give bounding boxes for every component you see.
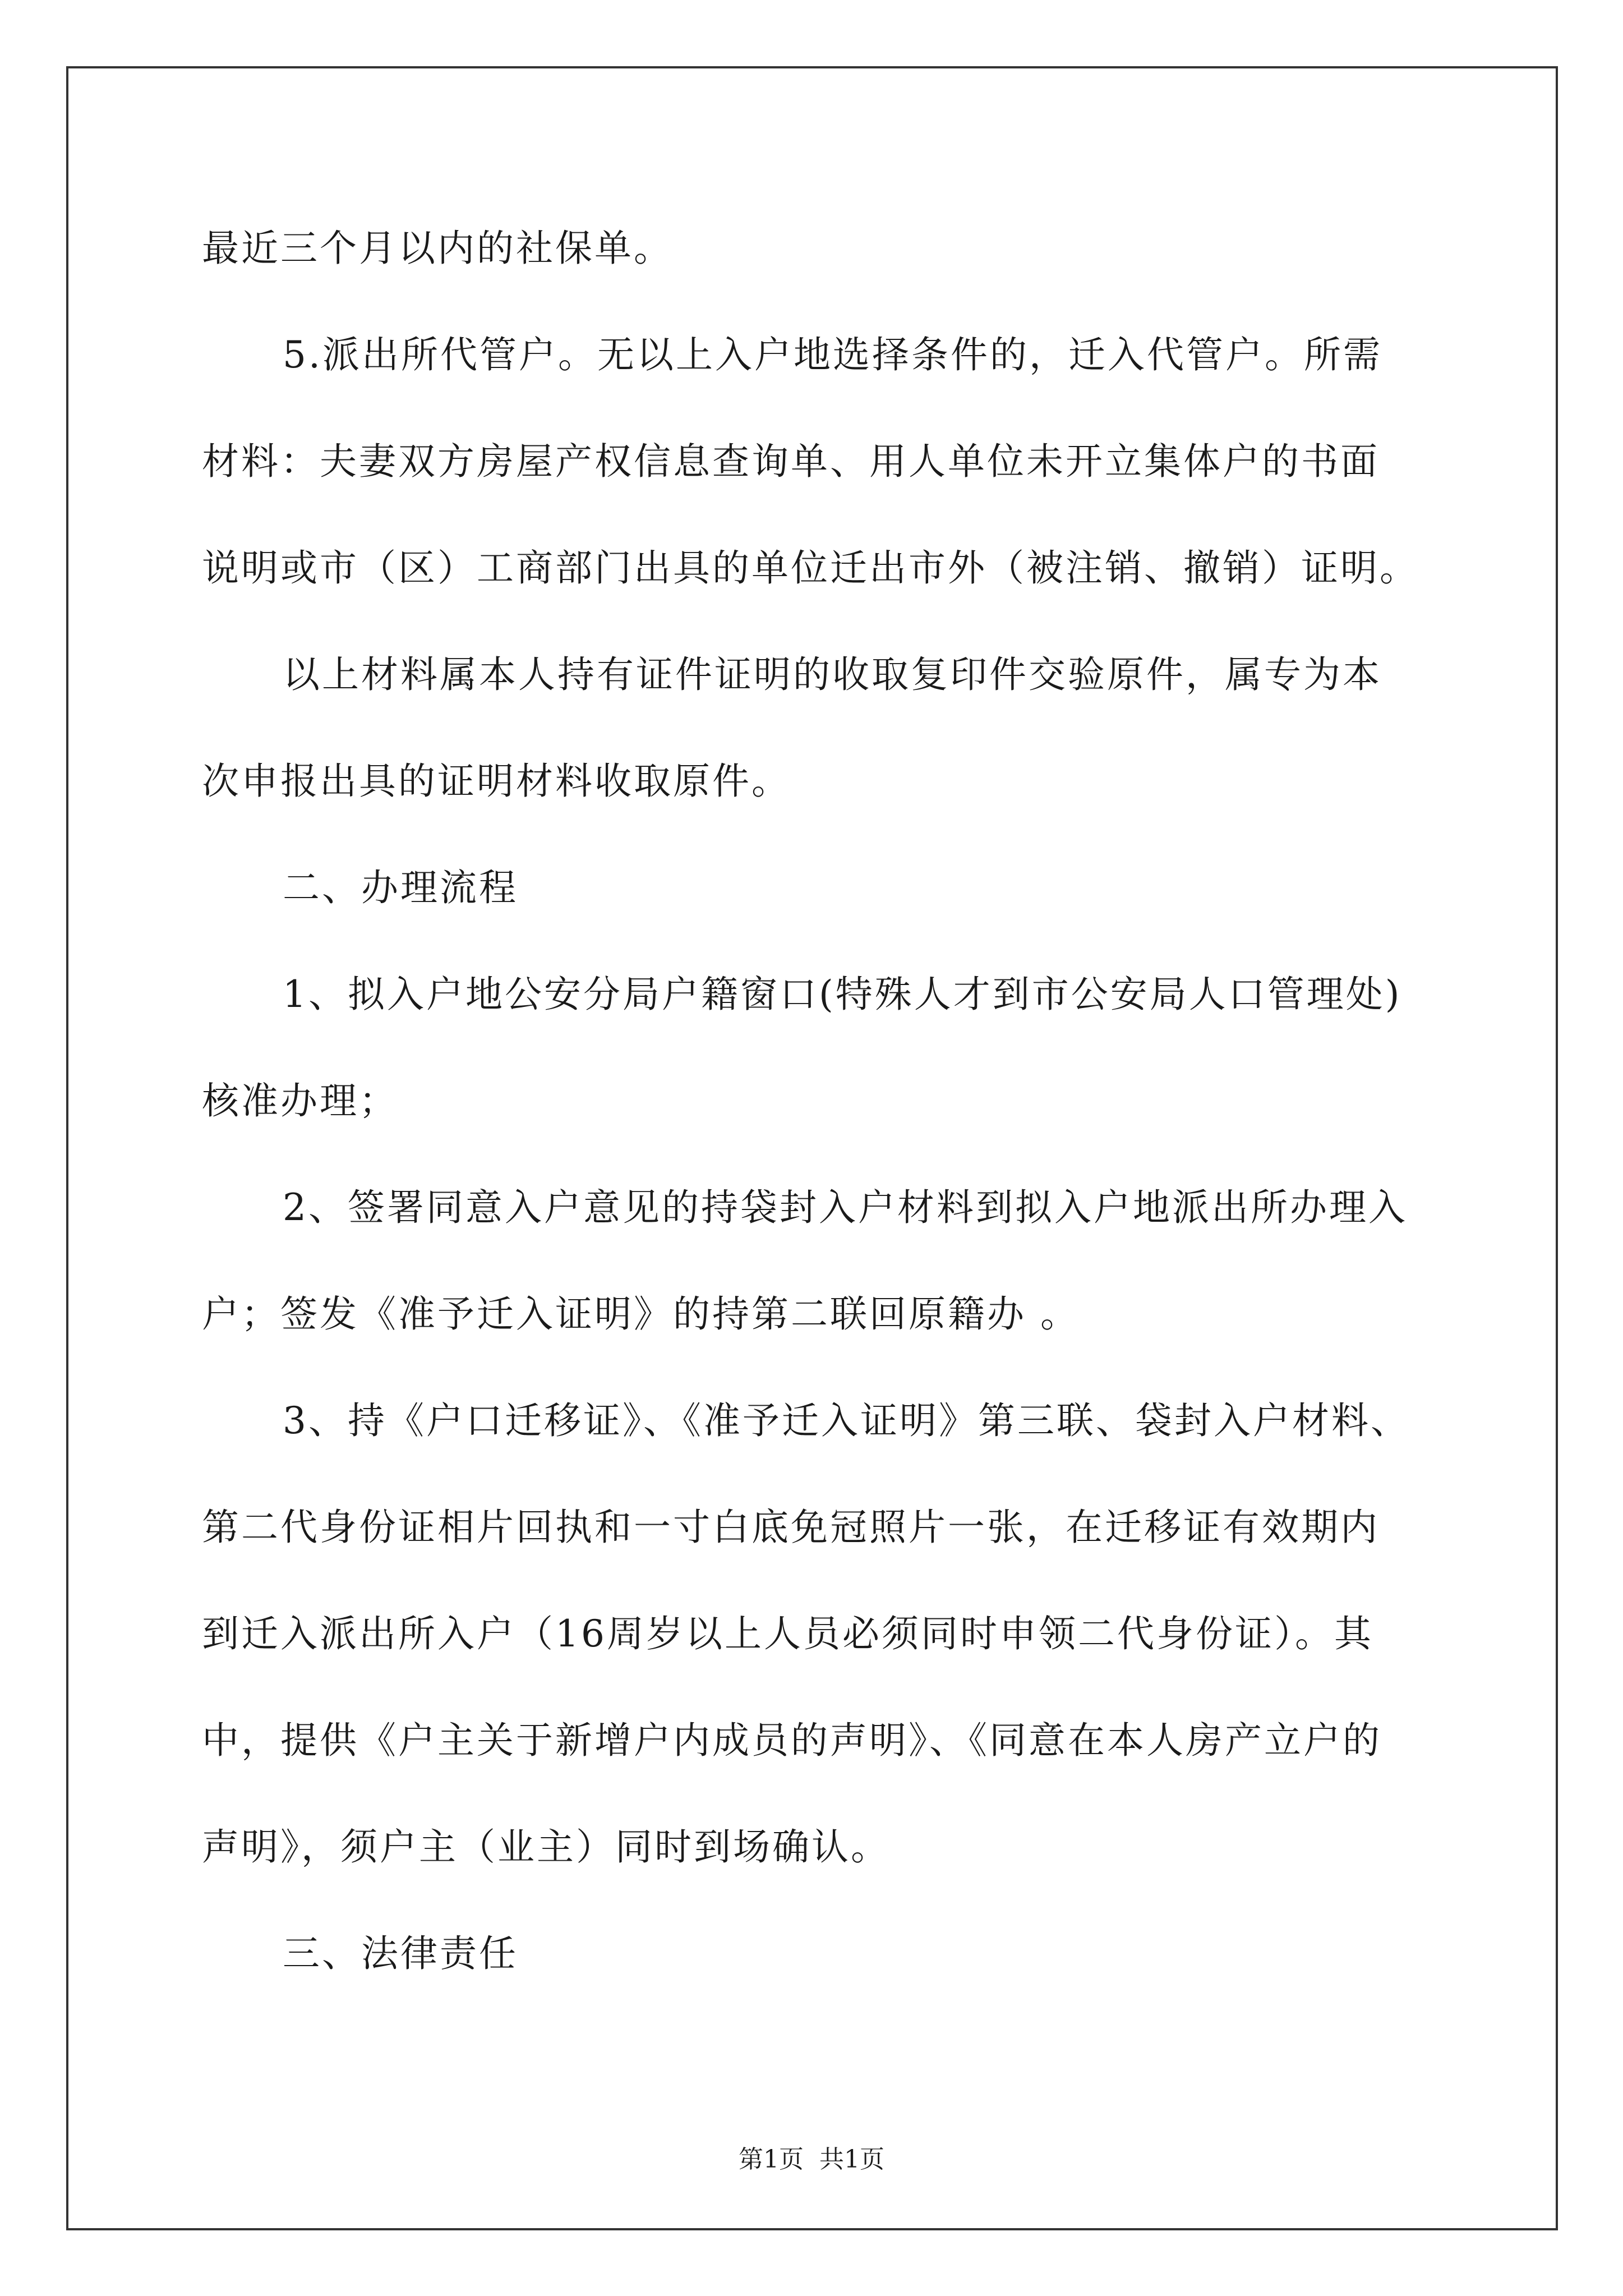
page-border <box>66 66 1558 2230</box>
body-line: 第二代身份证相片回执和一寸白底免冠照片一张，在迁移证有效期内 <box>202 1506 1380 1549</box>
body-line: 2、签署同意入户意见的持袋封入户材料到拟入户地派出所办理入 <box>283 1186 1408 1229</box>
body-line: 到迁入派出所入户（16周岁以上人员必须同时申领二代身份证）。其 <box>202 1612 1373 1655</box>
body-line: 次申报出具的证明材料收取原件。 <box>202 760 791 803</box>
body-line: 以上材料属本人持有证件证明的收取复印件交验原件，属专为本 <box>283 653 1382 696</box>
body-line: 户；签发《准予迁入证明》的持第二联回原籍办 。 <box>202 1292 1080 1336</box>
section-heading: 三、法律责任 <box>283 1932 518 1975</box>
body-line: 3、持《户口迁移证》、《准予迁入证明》第三联、袋封入户材料、 <box>283 1399 1410 1442</box>
body-line: 最近三个月以内的社保单。 <box>202 227 673 270</box>
body-line: 声明》，须户主（业主）同时到场确认。 <box>202 1825 890 1869</box>
body-line: 1、拟入户地公安分局户籍窗口(特殊人才到市公安局人口管理处) <box>283 973 1402 1016</box>
section-heading: 二、办理流程 <box>283 866 518 909</box>
body-line: 核准办理； <box>202 1079 398 1122</box>
page-footer: 第1页 共1页 <box>739 2145 884 2174</box>
body-line: 说明或市（区）工商部门出具的单位迁出市外（被注销、撤销）证明。 <box>202 546 1419 590</box>
body-line: 5.派出所代管户。无以上入户地选择条件的，迁入代管户。所需 <box>283 333 1382 376</box>
body-line: 材料：夫妻双方房屋产权信息查询单、用人单位未开立集体户的书面 <box>202 440 1380 483</box>
body-line: 中，提供《户主关于新增户内成员的声明》、《同意在本人房产立户的 <box>202 1719 1382 1762</box>
